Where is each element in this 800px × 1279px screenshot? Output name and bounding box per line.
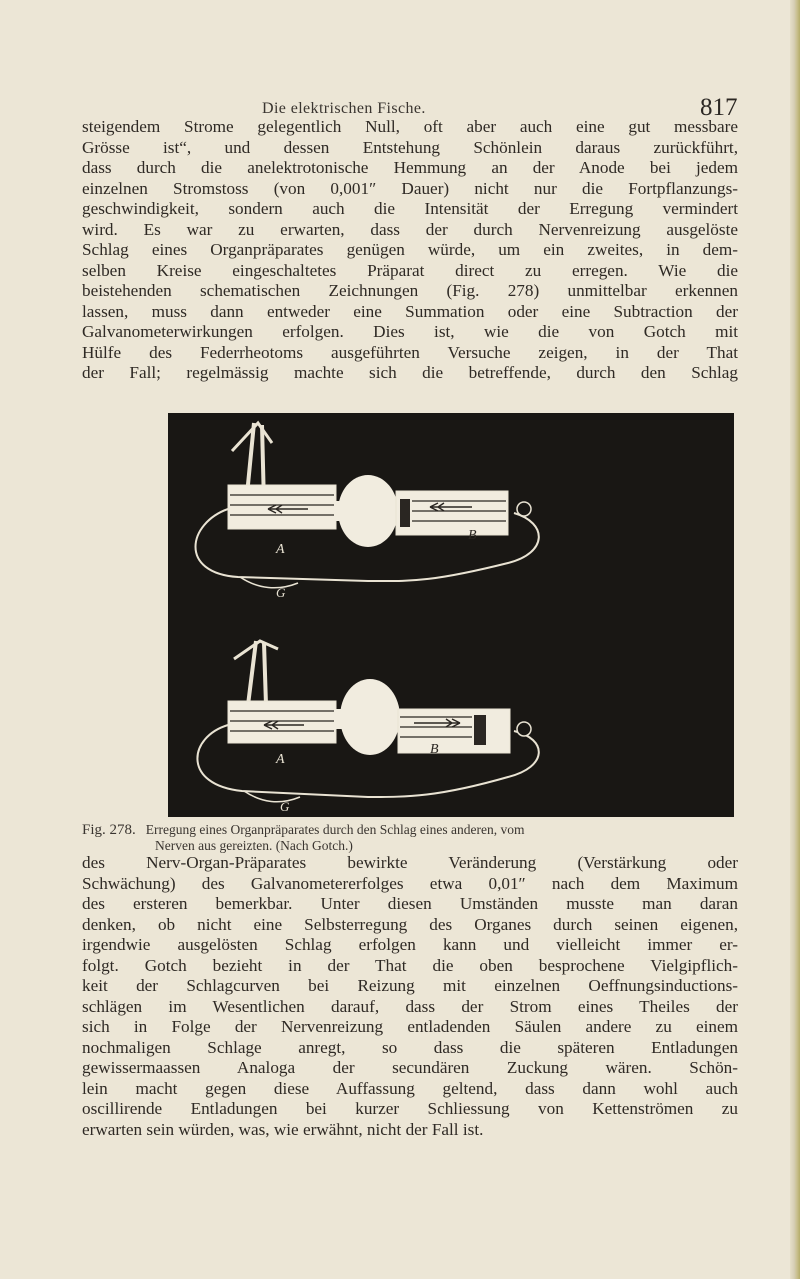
terminal-b: [517, 502, 531, 516]
text-line: des Nerv-Organ-Präparates bewirkte Veränderung (Verstärkung oder: [82, 853, 738, 872]
text-line: dass durch die anelektrotonische Hemmung an der Anode bei jedem: [82, 158, 738, 177]
text-line: keit der Schlagcurven bei Reizung mit einzelnen Oeffnungsinductions-: [82, 976, 738, 995]
caption-label: Fig. 278.: [82, 822, 136, 838]
text-line: denken, ob nicht eine Selbsterregung des Organes durch seinen eigenen,: [82, 914, 738, 934]
text-line: Galvanometerwirkungen erfolgen. Dies ist, wie die von Gotch mit: [82, 322, 738, 341]
label-top-b: B: [468, 528, 477, 543]
text-line: Hülfe des Federrheotoms ausgeführten Versuche zeigen, in der That: [82, 342, 738, 362]
running-title: Die elektrischen Fische.: [262, 100, 426, 117]
text-line: lein macht gegen diese Auffassung geltend, dass dann wohl auch: [82, 1078, 738, 1098]
connector-blob: [340, 679, 400, 755]
text-line: folgt. Gotch bezieht in der That die oben besprochene Vielgipflich-: [82, 955, 738, 975]
page-edge: [790, 0, 800, 1279]
caption-line-1: Erregung eines Organpräparates durch den Schlag eines anderen, vom: [145, 822, 525, 837]
text-line: erwarten sein würden, was, wie erwähnt, nicht der Fall ist.: [82, 1119, 484, 1139]
text-line: nochmaligen Schlage anregt, so dass die späteren Entladungen: [82, 1037, 738, 1057]
paragraph-1: [82, 117, 738, 384]
text-line: des ersteren bemerkbar. Unter diesen Umständen musste man daran: [82, 894, 738, 913]
terminal-b: [517, 722, 531, 736]
organ-b-block: [396, 491, 508, 535]
figure-caption: [82, 822, 742, 854]
text-line: beistehenden schematischen Zeichnungen (Fig. 278) unmittelbar erkennen: [82, 281, 738, 300]
text-line: schlägen im Wesentlichen darauf, dass der Strom eines Theiles der: [82, 996, 738, 1016]
connector-left: [334, 709, 342, 729]
text-line: wird. Es war zu erwarten, dass der durch Nervenreizung ausgelöste: [82, 219, 738, 239]
connector-blob: [338, 475, 398, 547]
figure-278: [168, 413, 734, 817]
label-bottom-a: A: [276, 752, 285, 767]
label-top-g: G: [276, 585, 286, 600]
text-line: selben Kreise eingeschaltetes Präparat direct zu erregen. Wie die: [82, 260, 738, 280]
text-line: Schwächung) des Galvanometererfolges etwa 0,01″ nach dem Maximum: [82, 873, 738, 893]
page-number: 817: [700, 94, 738, 121]
text-line: oscillirende Entladungen bei kurzer Schliessung von Kettenströmen zu: [82, 1099, 738, 1118]
organ-b-block: [398, 709, 510, 753]
text-line: steigendem Strome gelegentlich Null, oft aber auch eine gut messbare: [82, 117, 738, 136]
label-bottom-b: B: [430, 742, 439, 757]
text-line: Schlag eines Organpräparates genügen würde, um ein zweites, in dem-: [82, 240, 738, 259]
text-line: geschwindigkeit, sondern auch die Intensität der Erregung vermindert: [82, 199, 738, 218]
text-line: lassen, muss dann entweder eine Summation oder eine Subtraction der: [82, 301, 738, 321]
organ-a-block: [228, 485, 336, 529]
caption-line-2: Nerven aus gereizten. (Nach Gotch.): [155, 838, 353, 853]
text-line: gewissermaassen Analoga der secundären Zuckung wären. Schön-: [82, 1058, 738, 1077]
connector-left: [334, 501, 342, 521]
label-bottom-g: G: [280, 799, 290, 814]
text-line: irgendwie ausgelösten Schlag erfolgen kann und vielleicht immer er-: [82, 935, 738, 954]
text-line: sich in Folge der Nervenreizung entladenden Säulen andere zu einem: [82, 1017, 738, 1036]
organ-a-block: [228, 701, 336, 743]
paragraph-2: [82, 853, 738, 1140]
organ-b-electrode: [474, 715, 486, 745]
text-line: Grösse ist“, und dessen Entstehung Schönlein daraus zurückführt,: [82, 137, 738, 157]
text-line: der Fall; regelmässig machte sich die betreffende, durch den Schlag: [82, 363, 738, 382]
text-line: einzelnen Stromstoss (von 0,001″ Dauer) nicht nur die Fortpflanzungs-: [82, 178, 738, 198]
organ-b-electrode: [400, 499, 410, 527]
label-top-a: A: [276, 542, 285, 557]
